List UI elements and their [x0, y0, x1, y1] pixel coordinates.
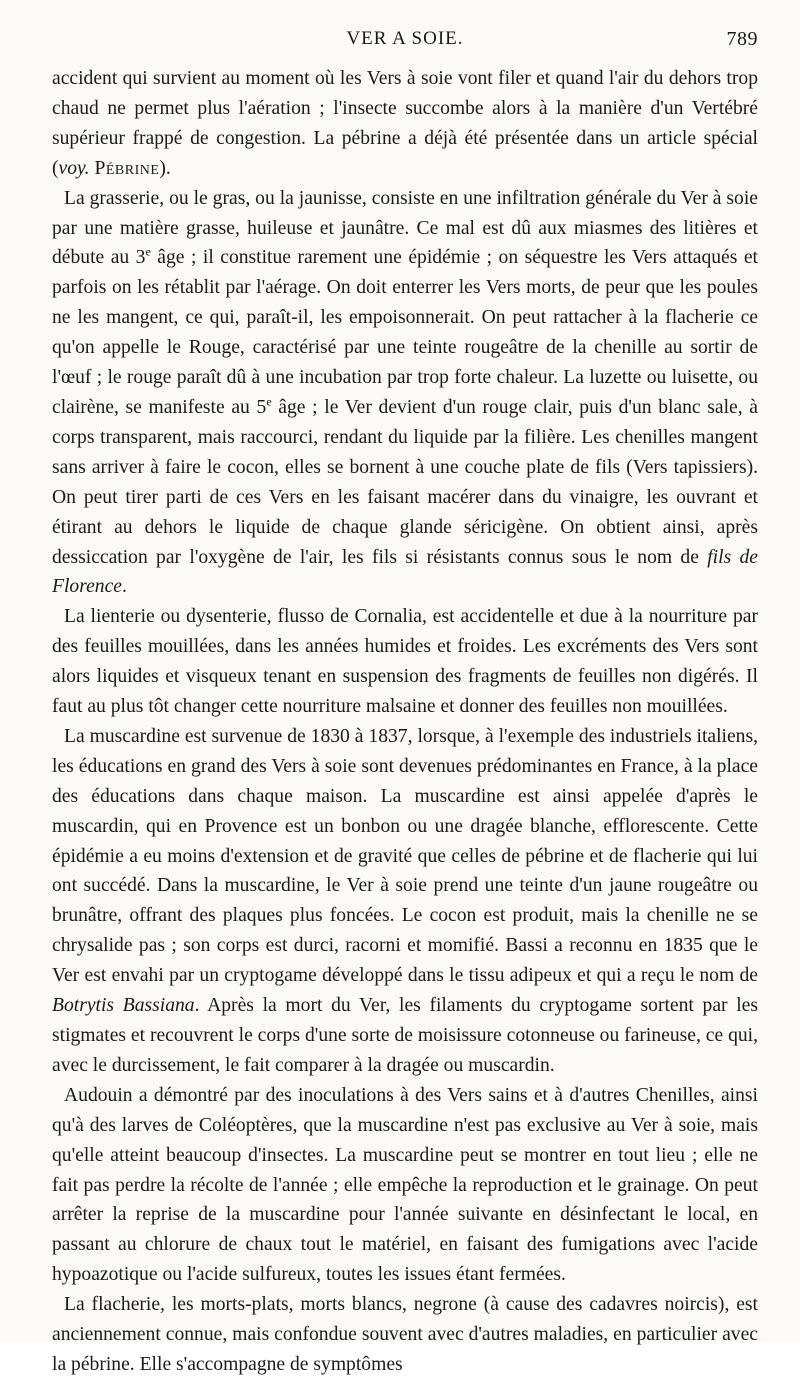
paragraph-2-text-b: âge ; il constitue rarement une épidémie ; on séquestre les Vers attaqués et parfois on les rétablit par l'aérage. On doit enterrer les Vers morts, de peur que les poules ne les mangent, ce qui, paraît-il, les empoisonnerait. On peut rattacher à la flacherie ce qu'on appelle le Rouge, caractérisé par une teinte rougeâtre de la chenille au sortir de l'œuf ; le rouge paraît dû à une incubation par trop forte chaleur. La luzette ou luisette, ou clairène, se manifeste au 5 — [52, 247, 758, 418]
paragraph-1 — [52, 64, 758, 184]
running-head — [52, 24, 758, 64]
ordinal-superscript: e — [145, 244, 151, 259]
paragraph-2-text-a: La grasserie, ou le gras, ou la jaunisse, consiste en une infiltration générale du Ver à soie par une matière grasse, huileuse et jaunâtre. Ce mal est dû aux miasmes des litières et débute au 3 — [52, 187, 758, 269]
paragraph-4 — [52, 722, 758, 1081]
voy-abbreviation: voy. — [58, 157, 90, 179]
pebrine-cross-reference: Pébrine — [94, 157, 160, 179]
paragraph-3: La lienterie ou dysenterie, flusso de Cornalia, est accidentelle et due à la nourriture par des feuilles mouillées, dans les années humides et froides. Les excréments des Vers sont alors liquides et visqueux tenant en suspension des fragments de feuilles non digérés. Il faut au plus tôt changer cette nourriture malsaine et donner des feuilles non mouillées. — [52, 606, 758, 718]
botrytis-bassiana: Botrytis Bassiana — [52, 995, 195, 1017]
fils-de-florence: fils de Florence — [52, 546, 758, 598]
paragraph-2-end: . — [122, 576, 127, 598]
paragraph-6: La flacherie, les morts-plats, morts blancs, negrone (à cause des cadavres noircis), est anciennement connue, mais confondue souvent avec d'autres maladies, en particulier avec la pébrine. Elle s'accompagne de symptômes — [52, 1294, 758, 1375]
paragraph-5: Audouin a démontré par des inoculations à des Vers sains et à d'autres Chenilles, ainsi qu'à des larves de Coléoptères, que la muscardine n'est pas exclusive au Ver à soie, mais qu'elle atteint beaucoup d'insectes. La muscardine peut se montrer en tout lieu ; elle ne fait pas perdre la récolte de l'année ; elle empêche la reproduction et le grainage. On peut arrêter la reprise de la muscardine pour l'année suivante en désinfectant le local, en passant au chlorure de chaux tout le matériel, en faisant des fumigations avec l'acide hypoazotique ou l'acide sulfureux, toutes les issues étant fermées. — [52, 1084, 758, 1286]
page-number: 789 — [726, 28, 758, 50]
paragraph-2-text-c: âge ; le Ver devient d'un rouge clair, puis d'un blanc sale, à corps transparent, mais raccourci, rendant du liquide par la filière. Les chenilles mangent sans arriver à faire le cocon, elles se bornent à une couche plate de fils (Vers tapissiers). On peut tirer parti de ces Vers en les faisant macérer dans du vinaigre, les ouvrant et étirant au dehors le liquide de chaque glande séricigène. On obtient ainsi, après dessiccation par l'oxygène de l'air, les fils si résistants connus sous le nom de — [52, 396, 759, 568]
body-text — [52, 64, 758, 1380]
paragraph-1-end: ). — [159, 157, 171, 179]
paragraph-4-text-a: La muscardine est survenue de 1830 à 1837, lorsque, à l'exemple des industriels italiens, les éducations en grand des Vers à soie sont devenues prédominantes en France, à la place des éducations dans chaque maison. La muscardine est ainsi appelée d'après le muscardin, qui en Provence est un bonbon ou une dragée blanche, efflorescente. Cette épidémie a eu moins d'extension et de gravité que celles de pébrine et de flacherie qui lui ont succédé. Dans la muscardine, le Ver à soie prend une teinte d'un jaune rougeâtre ou brunâtre, offrant des plaques plus foncées. Le cocon est produit, mais la chenille ne se chrysalide pas ; son corps est durci, racorni et momifié. Bassi a reconnu en 1835 que le Ver est envahi par un cryptogame développé dans le tissu adipeux et qui a reçu le nom de — [52, 725, 758, 987]
ordinal-superscript: e — [266, 394, 272, 409]
paragraph-1-text: accident qui survient au moment où les Vers à soie vont filer et quand l'air du dehors trop chaud ne permet plus l'aération ; l'insecte succombe alors à la manière d'un Vertébré supérieur frappé de congestion. La pébrine a déjà été présentée dans un article spécial ( — [52, 68, 758, 179]
paragraph-2 — [52, 184, 758, 603]
paragraph-4-text-b: . Après la mort du Ver, les filaments du cryptogame sortent par les stigmates et recouvrent le corps d'une sorte de moisissure cotonneuse ou farineuse, ce qui, avec le durcissement, le fait comparer à la dragée ou muscardin. — [52, 995, 759, 1076]
running-title: VER A SOIE. — [346, 28, 464, 49]
